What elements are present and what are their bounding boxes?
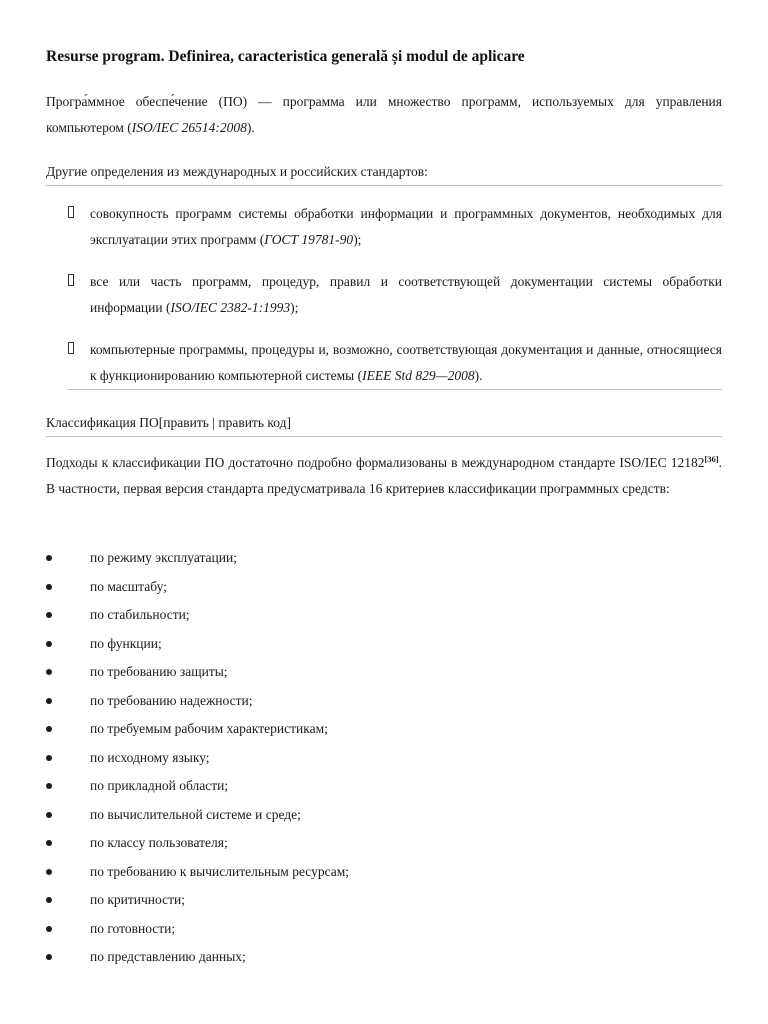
bullet-icon — [46, 669, 52, 675]
bullet-icon — [46, 555, 52, 561]
list-item-text: по режиму эксплуатации; — [90, 550, 237, 565]
list-item-text: по требованию к вычислительным ресурсам; — [90, 863, 350, 879]
list-item — [46, 772, 349, 801]
bullet-icon — [46, 926, 52, 932]
definition-citation: IEEE Std 829—2008 — [362, 368, 475, 383]
list-item — [46, 915, 349, 944]
square-bullet-icon — [68, 206, 74, 218]
criteria-list — [46, 544, 349, 972]
intro-citation: ISO/IEC 26514:2008 — [131, 120, 247, 135]
list-item-text: по готовности; — [90, 920, 176, 936]
list-item — [46, 801, 349, 830]
list-item-text: по требованию защиты; — [90, 664, 228, 679]
list-item — [46, 858, 349, 887]
definitions-list — [46, 201, 722, 406]
other-definitions-heading: Другие определения из международных и российских стандартов: — [46, 159, 722, 186]
definition-citation: ГОСТ 19781-90 — [264, 232, 354, 247]
classification-text: Подходы к классификации ПО достаточно подробно формализованы в международном стандарте ISO/IEC 12182 — [46, 455, 705, 470]
list-item-text: по классу пользователя; — [90, 835, 228, 850]
list-item — [46, 829, 349, 858]
definition-text: совокупность программ системы обработки информации и программных документов, необходимых для эксплуатации этих программ ( — [90, 206, 722, 247]
bullet-icon — [46, 755, 52, 761]
list-item-text: по прикладной области; — [90, 778, 229, 793]
list-item — [46, 658, 349, 687]
list-item-text: по исходному языку; — [90, 749, 210, 765]
list-item — [46, 687, 349, 716]
definition-end: ). — [474, 368, 483, 383]
classification-text-end: . В частности, первая версия стандарта предусматривала 16 критериев классификации программных средств: — [46, 455, 722, 496]
intro-text: Програ́ммное обеспе́чение (ПО) — программа или множество программ, используемых для управления компьютером ( — [46, 94, 722, 135]
square-bullet-icon — [68, 274, 74, 286]
document-title: Resurse program. Definirea, caracteristica generală și modul de aplicare — [46, 48, 525, 65]
bullet-icon — [46, 869, 52, 875]
list-item — [46, 544, 349, 573]
definition-end: ); — [290, 300, 299, 315]
list-item — [46, 630, 349, 659]
list-item-text: по вычислительной системе и среде; — [90, 806, 301, 822]
list-item-text: по требованию надежности; — [90, 692, 253, 708]
bullet-icon — [46, 698, 52, 704]
bullet-icon — [46, 897, 52, 903]
bullet-icon — [46, 641, 52, 647]
reference-link[interactable]: [36] — [704, 454, 719, 464]
list-item-text: по стабильности; — [90, 607, 190, 622]
list-item — [46, 573, 349, 602]
list-item — [46, 943, 349, 972]
list-item-text: по масштабу; — [90, 578, 167, 594]
definition-text: все или часть программ, процедур, правил и соответствующей документации системы обработки информации ( — [90, 274, 722, 315]
bullet-icon — [46, 812, 52, 818]
list-item-text: по функции; — [90, 635, 162, 651]
bullet-icon — [46, 612, 52, 618]
list-item-text: по требуемым рабочим характеристикам; — [90, 721, 328, 736]
classification-heading: Классификация ПО[править | править код] — [46, 410, 722, 437]
list-item-text: по представлению данных; — [90, 949, 246, 964]
bullet-icon — [46, 954, 52, 960]
definition-end: ); — [353, 232, 362, 247]
bullet-icon — [46, 840, 52, 846]
definition-citation: ISO/IEC 2382-1:1993 — [170, 300, 291, 315]
list-item — [46, 886, 349, 915]
definition-item — [46, 201, 722, 253]
bullet-icon — [46, 783, 52, 789]
bullet-icon — [46, 726, 52, 732]
list-item — [46, 715, 349, 744]
square-bullet-icon — [68, 342, 74, 354]
definition-text: компьютерные программы, процедуры и, возможно, соответствующая документация и данные, относящиеся к функционированию компьютерной системы ( — [90, 342, 722, 383]
intro-text-end: ). — [246, 120, 255, 135]
list-item — [46, 744, 349, 773]
definition-item — [68, 337, 722, 390]
list-item-text: по критичности; — [90, 892, 185, 907]
classification-paragraph — [46, 446, 722, 502]
list-item — [46, 601, 349, 630]
definition-item — [46, 269, 722, 321]
bullet-icon — [46, 584, 52, 590]
intro-paragraph — [46, 89, 722, 141]
